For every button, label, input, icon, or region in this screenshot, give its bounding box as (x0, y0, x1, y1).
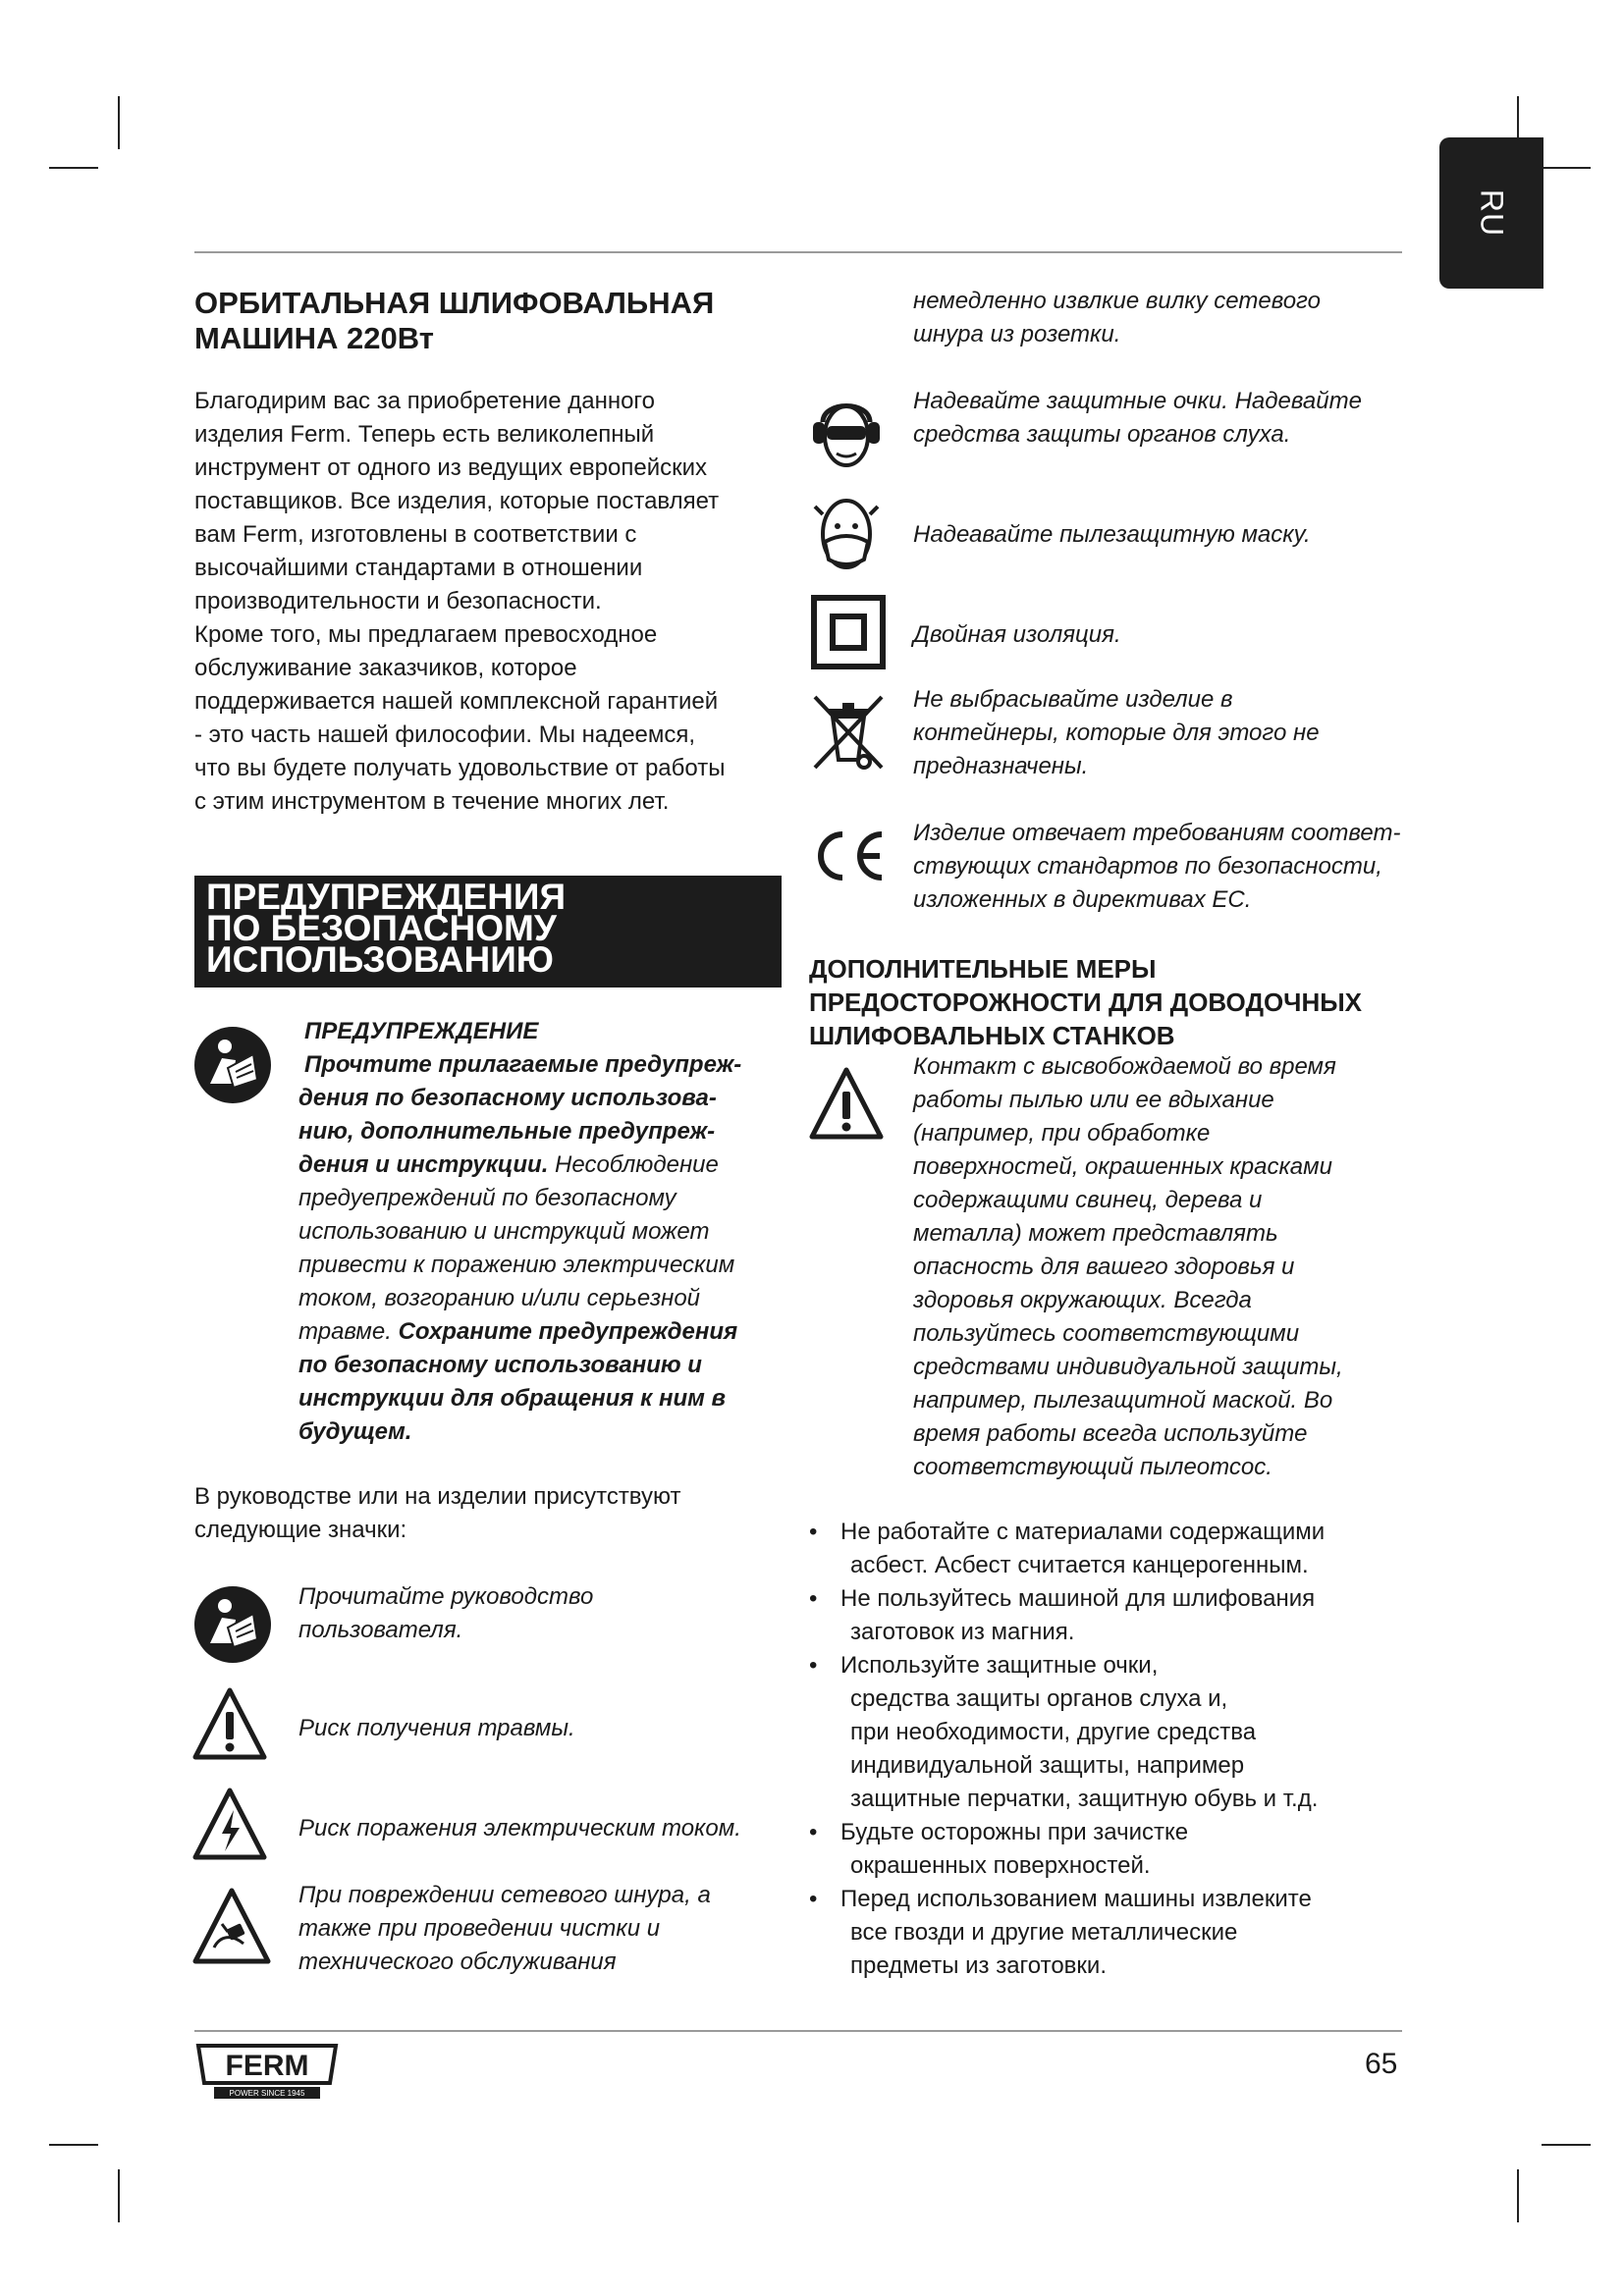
warning-line: нию, дополнительные предупреж- (298, 1118, 716, 1145)
banner-line: ПРЕДУПРЕЖДЕНИЯ (206, 877, 567, 917)
symbol-text (298, 1879, 809, 1979)
symbol-line: изложенных в директивах ЕС. (913, 886, 1252, 913)
warning-line: предуепреждений по безопасному (298, 1185, 677, 1211)
warning-triangle-icon (192, 1686, 267, 1761)
heading-line: ПРЕДОСТОРОЖНОСТИ ДЛЯ ДОВОДОЧНЫХ (809, 988, 1363, 1017)
symbol-line: При повреждении сетевого шнура, а (298, 1882, 711, 1908)
symbol-line: Не выбрасывайте изделие в (913, 686, 1233, 713)
intro-line: обслуживание заказчиков, которое (194, 655, 577, 681)
warning-line: привести к поражению электрическим (298, 1252, 735, 1278)
list-item-text: Не работайте с материалами содержащими (840, 1519, 1326, 1545)
page-number: 65 (1365, 2048, 1398, 2080)
intro-line: Благодирим вас за приобретение данного (194, 388, 655, 414)
double-insulation-icon (811, 595, 886, 669)
list-item (809, 1516, 1418, 1582)
dust-line: содержащими свинец, дерева и (913, 1187, 1263, 1213)
dust-line: (например, при обработке (913, 1120, 1211, 1147)
symbol-line: контейнеры, которые для этого не (913, 720, 1320, 746)
logo-tagline: POWER SINCE 1945 (229, 2089, 305, 2098)
continuation-line: немедленно извлкие вилку сетевого (913, 288, 1321, 314)
crop-mark (1542, 2144, 1591, 2146)
bottom-rule (194, 2030, 1402, 2032)
symbol-text (913, 385, 1424, 452)
crop-mark (1542, 167, 1591, 169)
title-line: МАШИНА 220Вт (194, 321, 434, 355)
dust-line: пользуйтесь соответствующими (913, 1320, 1300, 1347)
dust-line: Контакт с высвобождаемой во время (913, 1053, 1336, 1080)
ferm-logo (194, 2040, 340, 2103)
warning-line: использованию и инструкций может (298, 1218, 710, 1245)
symbol-line: средства защиты органов слуха. (913, 421, 1291, 448)
intro-line: вам Ferm, изготовлены в соответствии с (194, 521, 637, 548)
dust-line: соответствующий пылеотсос. (913, 1454, 1272, 1480)
symbol-line: пользователя. (298, 1617, 463, 1643)
warning-bold-text: дения и инструкции. (298, 1151, 549, 1178)
intro-line: высочайшими стандартами в отношении (194, 555, 643, 581)
dust-line: время работы всегда используйте (913, 1420, 1308, 1447)
symbol-line: предназначены. (913, 753, 1089, 779)
symbol-text (298, 1812, 809, 1845)
intro-line: инструмент от одного из ведущих европейских (194, 454, 708, 481)
warning-line: инструкции для обращения к ним в (298, 1385, 727, 1412)
warning-heading: ПРЕДУПРЕЖДЕНИЕ (304, 1018, 539, 1044)
symbol-text (913, 518, 1424, 552)
list-item-text: асбест. Асбест считается канцерогенным. (850, 1552, 1309, 1578)
list-item (809, 1649, 1418, 1816)
list-item-text: Используйте защитные очки, (840, 1652, 1159, 1679)
banner-line: ИСПОЛЬЗОВАНИЮ (206, 939, 554, 980)
symbol-line: Надевайте защитные очки. Надевайте (913, 388, 1362, 414)
crop-mark (49, 167, 98, 169)
warning-line (298, 1315, 809, 1349)
intro-line: что вы будете получать удовольствие от работы (194, 755, 726, 781)
dust-mask-icon (811, 495, 882, 575)
list-item-text: средства защиты органов слуха и, (850, 1685, 1228, 1712)
continuation-line: шнура из розетки. (913, 321, 1121, 347)
intro-line: производительности и безопасности. (194, 588, 602, 614)
unplug-icon (192, 1887, 271, 1965)
dust-line: средствами индивидуальной защиты, (913, 1354, 1343, 1380)
list-item-text: индивидуальной защиты, например (850, 1752, 1245, 1779)
precautions-list (809, 1516, 1418, 1983)
symbol-line: Надеавайте пылезащитную маску. (913, 521, 1311, 548)
intro-line: поддерживается нашей комплексной гарантией (194, 688, 719, 715)
intro-line: - это часть нашей философии. Мы надеемся, (194, 721, 696, 748)
symbol-line: Изделие отвечает требованиям соответ- (913, 820, 1401, 846)
list-item-text: заготовок из магния. (850, 1619, 1075, 1645)
read-manual-icon (192, 1584, 273, 1665)
symbols-intro-line: В руководстве или на изделии присутствуют (194, 1483, 681, 1510)
electric-shock-icon (192, 1787, 267, 1861)
read-manual-icon (192, 1025, 273, 1105)
symbol-line: ствующих стандартов по безопасности, (913, 853, 1382, 880)
heading-line: ШЛИФОВАЛЬНЫХ СТАНКОВ (809, 1021, 1175, 1050)
symbol-text (913, 683, 1424, 783)
goggles-ear-protection-icon (809, 393, 884, 471)
language-tab (1439, 137, 1543, 289)
list-item-text: окрашенных поверхностей. (850, 1852, 1151, 1879)
top-rule (194, 251, 1402, 253)
symbol-line: Двойная изоляция. (913, 621, 1121, 648)
list-item (809, 1816, 1418, 1883)
warning-line: по безопасному использованию и (298, 1352, 702, 1378)
warning-block (298, 1015, 809, 1449)
dust-line: поверхностей, окрашенных красками (913, 1153, 1332, 1180)
symbol-line: Прочитайте руководство (298, 1583, 594, 1610)
dust-line: например, пылезащитной маской. Во (913, 1387, 1333, 1414)
title-line: ОРБИТАЛЬНАЯ ШЛИФОВАЛЬНАЯ (194, 286, 715, 320)
banner-line: ПО БЕЗОПАСНОМУ (206, 908, 557, 948)
warning-line (298, 1148, 809, 1182)
ce-mark-icon (809, 827, 888, 885)
list-item-text: Перед использованием машины извлеките (840, 1886, 1312, 1912)
dust-line: опасность для вашего здоровья и (913, 1254, 1295, 1280)
list-item-text: при необходимости, другие средства (850, 1719, 1257, 1745)
crop-mark (118, 2169, 120, 2222)
list-item-text: защитные перчатки, защитную обувь и т.д. (850, 1786, 1319, 1812)
warning-line: будущем. (298, 1418, 412, 1445)
warning-text: Несоблюдение (548, 1151, 719, 1178)
symbol-line: Риск получения травмы. (298, 1715, 575, 1741)
symbols-intro-line: следующие значки: (194, 1517, 407, 1543)
list-item-text: предметы из заготовки. (850, 1952, 1107, 1979)
dust-line: работы пылью или ее вдыхание (913, 1087, 1274, 1113)
symbol-text (298, 1580, 809, 1647)
intro-paragraph (194, 385, 803, 819)
safety-banner (194, 876, 782, 988)
warning-text: травме. (298, 1318, 399, 1345)
warning-bold-text: Сохраните предупреждения (398, 1318, 738, 1345)
page-title (194, 286, 784, 356)
symbol-text (913, 817, 1424, 917)
symbol-line: технического обслуживания (298, 1949, 617, 1975)
extra-precautions-heading (809, 952, 1418, 1052)
list-item-text: все гвозди и другие металлические (850, 1919, 1238, 1946)
dust-line: здоровья окружающих. Всегда (913, 1287, 1252, 1313)
intro-line: изделия Ferm. Теперь есть великолепный (194, 421, 655, 448)
heading-line: ДОПОЛНИТЕЛЬНЫЕ МЕРЫ (809, 954, 1157, 984)
list-item-text: Не пользуйтесь машиной для шлифования (840, 1585, 1316, 1612)
intro-line: поставщиков. Все изделия, которые поставляет (194, 488, 720, 514)
crop-mark (1517, 2169, 1519, 2222)
language-label: RU (1474, 188, 1510, 238)
logo-brand: FERM (225, 2050, 309, 2082)
continuation-text (913, 285, 1404, 351)
crop-mark (118, 96, 120, 149)
list-item-text: Будьте осторожны при зачистке (840, 1819, 1189, 1845)
warning-triangle-icon (809, 1066, 884, 1141)
intro-line: Кроме того, мы предлагаем превосходное (194, 621, 658, 648)
list-item (809, 1883, 1418, 1983)
symbol-text (298, 1712, 809, 1745)
warning-line: Прочтите прилагаемые предупреж- (304, 1051, 742, 1078)
symbol-text (913, 618, 1424, 652)
symbol-line: Риск поражения электрическим током. (298, 1815, 741, 1842)
warning-line: дения по безопасному использова- (298, 1085, 717, 1111)
symbol-line: также при проведении чистки и (298, 1915, 661, 1942)
symbols-intro (194, 1480, 803, 1547)
dust-warning (913, 1050, 1424, 1484)
crop-mark (49, 2144, 98, 2146)
warning-line: током, возгоранию и/или серьезной (298, 1285, 701, 1311)
intro-line: с этим инструментом в течение многих лет. (194, 788, 670, 815)
crossed-bin-icon (809, 691, 888, 774)
list-item (809, 1582, 1418, 1649)
dust-line: металла) может представлять (913, 1220, 1278, 1247)
